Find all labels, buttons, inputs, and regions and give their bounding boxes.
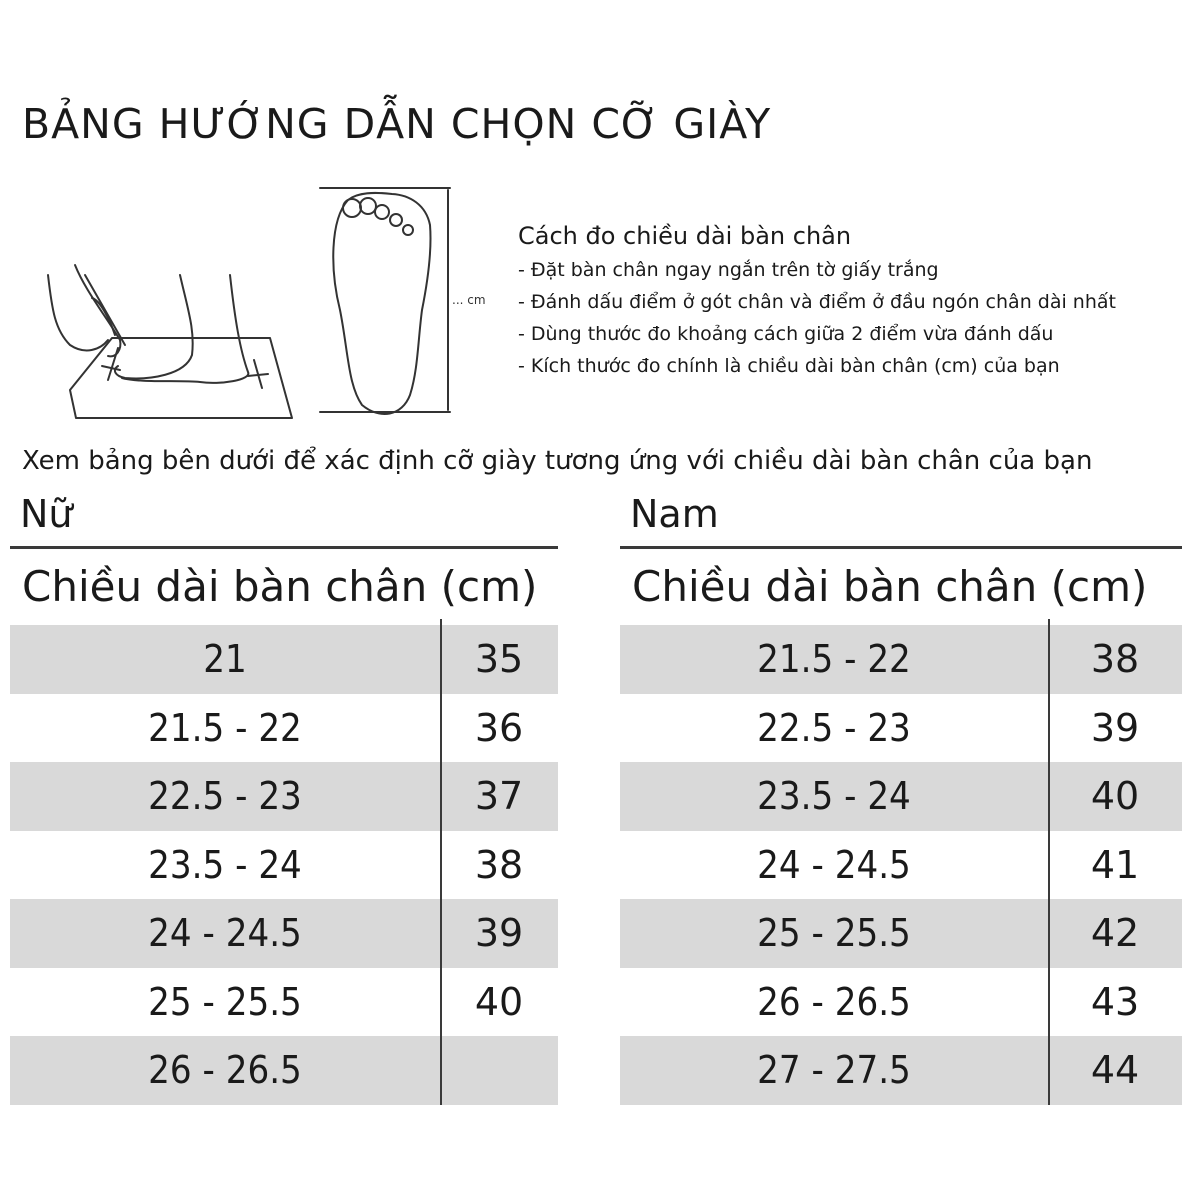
foot-length-cell: 23.5 - 24 <box>148 842 302 887</box>
foot-length-cell: 22.5 - 23 <box>757 705 911 750</box>
intro-text: Xem bảng bên dưới để xác định cỡ giày tương ứng với chiều dài bàn chân của bạn <box>22 446 1093 476</box>
shoe-size-cell: 39 <box>1090 705 1140 750</box>
measure-label: ... cm <box>452 293 486 307</box>
shoe-size-cell: 39 <box>474 911 524 956</box>
women-rows <box>10 625 558 1105</box>
shoe-size-cell: 41 <box>1090 842 1140 887</box>
foot-length-cell: 24 - 24.5 <box>757 842 911 887</box>
table-row <box>10 625 558 694</box>
men-table-label: Nam <box>620 490 1182 549</box>
foot-length-cell: 26 - 26.5 <box>757 979 911 1024</box>
instruction-step: - Đánh dấu điểm ở gót chân và điểm ở đầu ngón chân dài nhất <box>518 291 1116 313</box>
shoe-size-cell: 38 <box>1090 637 1140 682</box>
table-row <box>620 899 1182 968</box>
table-row <box>10 831 558 900</box>
column-divider <box>440 619 442 1105</box>
foot-length-cell: 27 - 27.5 <box>757 1048 911 1093</box>
men-size-table <box>620 490 1182 1105</box>
instruction-step: - Đặt bàn chân ngay ngắn trên tờ giấy trắng <box>518 259 939 281</box>
foot-length-cell: 21 <box>203 637 247 682</box>
table-row <box>10 968 558 1037</box>
shoe-size-cell: 42 <box>1090 911 1140 956</box>
shoe-size-cell: 37 <box>474 774 524 819</box>
table-row <box>620 762 1182 831</box>
page-title: BẢNG HƯỚNG DẪN CHỌN CỠ GIÀY <box>22 100 772 148</box>
foot-length-cell: 24 - 24.5 <box>148 911 302 956</box>
foot-measuring-illustration <box>30 180 500 425</box>
column-divider <box>1048 619 1050 1105</box>
table-row <box>620 694 1182 763</box>
table-row <box>10 899 558 968</box>
foot-length-cell: 22.5 - 23 <box>148 774 302 819</box>
shoe-size-cell: 40 <box>1090 774 1140 819</box>
table-row <box>10 1036 558 1105</box>
foot-length-cell: 21.5 - 22 <box>148 705 302 750</box>
shoe-size-cell: 38 <box>474 842 524 887</box>
shoe-size-cell: 36 <box>474 705 524 750</box>
table-row <box>620 831 1182 900</box>
men-column-header: Chiều dài bàn chân (cm) <box>632 562 1148 611</box>
women-table-label: Nữ <box>10 490 558 549</box>
foot-length-cell: 26 - 26.5 <box>148 1048 302 1093</box>
table-row <box>620 625 1182 694</box>
foot-length-cell: 23.5 - 24 <box>757 774 911 819</box>
foot-length-cell: 25 - 25.5 <box>148 979 302 1024</box>
shoe-size-cell: 35 <box>474 637 524 682</box>
shoe-size-cell: 40 <box>474 979 524 1024</box>
instruction-step: - Dùng thước đo khoảng cách giữa 2 điểm vừa đánh dấu <box>518 323 1054 345</box>
measuring-instructions <box>518 222 1188 382</box>
shoe-size-cell: 43 <box>1090 979 1140 1024</box>
instructions-heading: Cách đo chiều dài bàn chân <box>518 222 852 250</box>
women-column-header: Chiều dài bàn chân (cm) <box>22 562 538 611</box>
table-row <box>620 968 1182 1037</box>
men-rows <box>620 625 1182 1105</box>
table-row <box>10 694 558 763</box>
table-row <box>620 1036 1182 1105</box>
shoe-size-cell: 44 <box>1090 1048 1140 1093</box>
foot-length-cell: 21.5 - 22 <box>757 637 911 682</box>
foot-length-cell: 25 - 25.5 <box>757 911 911 956</box>
table-row <box>10 762 558 831</box>
instruction-step: - Kích thước đo chính là chiều dài bàn chân (cm) của bạn <box>518 355 1060 377</box>
women-size-table <box>10 490 558 1105</box>
